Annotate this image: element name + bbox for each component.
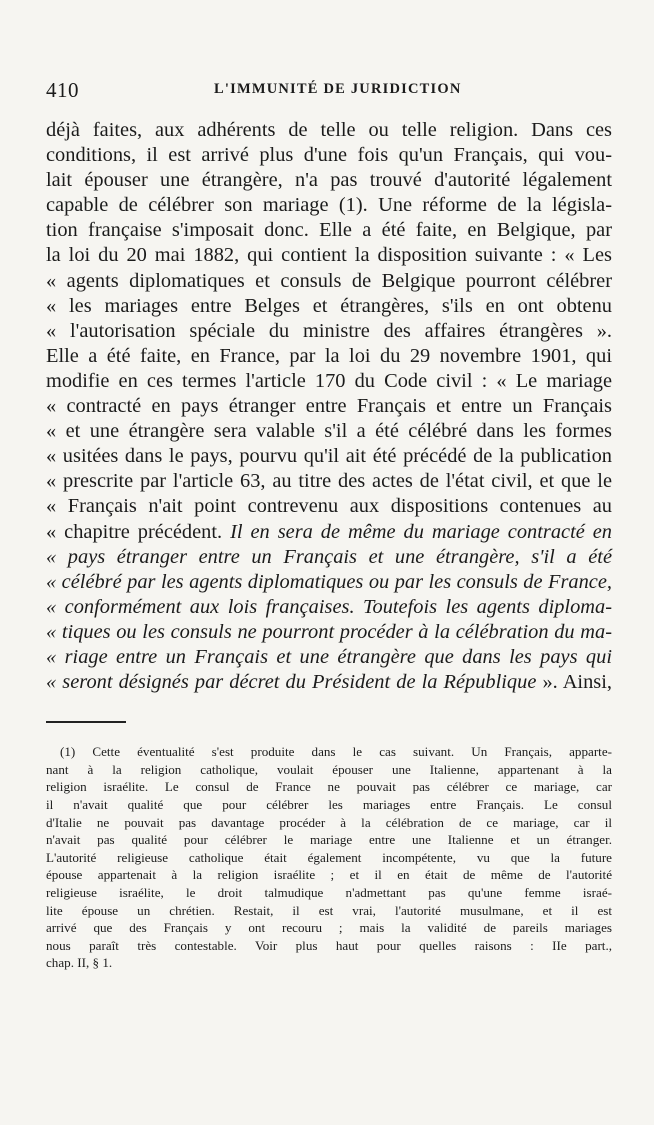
body-line: lait épouser une étrangère, n'a pas trouvé d'autorité légalement — [46, 169, 612, 192]
body-line: capable de célébrer son mariage (1). Une réforme de la législa- — [46, 194, 612, 217]
body-line-italic — [46, 595, 612, 620]
italic-text: « tiques ou les consuls ne pourront procéder à la célébration du ma- — [46, 620, 612, 643]
footnote-line: religieuse israélite, le droit talmudique n'admettant pas qu'une femme israé- — [46, 884, 612, 900]
body-line-mixed — [46, 520, 612, 545]
italic-text: « riage entre un Français et une étrangère que dans les pays qui — [46, 645, 612, 668]
italic-text: « conformément aux lois françaises. Toutefois les agents diploma- — [46, 595, 612, 618]
body-line: conditions, il est arrivé plus d'une fois qu'un Français, qui vou- — [46, 144, 612, 167]
body-line: « les mariages entre Belges et étrangères, s'ils en ont obtenu — [46, 294, 612, 317]
book-page — [46, 78, 612, 972]
italic-text: « pays étranger entre un Français et une étrangère, s'il a été — [46, 545, 612, 568]
footnote-line: lite épouse un chrétien. Restait, il est vrai, l'autorité musulmane, et il est — [46, 902, 612, 918]
footnote-separator — [46, 721, 126, 723]
body-line: « contracté en pays étranger entre Français et entre un Français — [46, 395, 612, 418]
body-line: tion française s'imposait donc. Elle a été faite, en Belgique, par — [46, 219, 612, 242]
body-line: « et une étrangère sera valable s'il a été célébré dans les formes — [46, 420, 612, 443]
footnote-line: arrivé que des Français y ont recouru ; mais la validité de pareils mariages — [46, 920, 612, 936]
footnote-line: d'Italie ne pouvait pas davantage procéder à la célébration de ce mariage, car il — [46, 814, 612, 830]
footnote-line: L'autorité religieuse catholique était également incompétente, vu que la future — [46, 849, 612, 865]
body-line: la loi du 20 mai 1882, qui contient la disposition suivante : « Les — [46, 244, 612, 267]
body-line: « usitées dans le pays, pourvu qu'il ait été précédé de la publication — [46, 445, 612, 468]
body-line: « Français n'ait point contrevenu aux dispositions contenues au — [46, 495, 612, 518]
italic-text: « célébré par les agents diplomatiques ou par les consuls de France, — [46, 570, 612, 593]
footnote-line: (1) Cette éventualité s'est produite dans le cas suivant. Un Français, apparte- — [60, 744, 612, 760]
body-line-closing — [46, 670, 612, 695]
footnote-line: nous paraît très contestable. Voir plus haut pour quelles raisons : IIe part., — [46, 937, 612, 953]
body-line-italic-part: Il en sera de même du mariage contracté en — [230, 520, 612, 543]
footnote — [46, 743, 612, 972]
body-line: déjà faites, aux adhérents de telle ou telle religion. Dans ces — [46, 119, 612, 141]
body-line: « prescrite par l'article 63, au titre des actes de l'état civil, et que le — [46, 470, 612, 493]
footnote-line: n'avait pas qualité pour célébrer le mariage entre une Italienne et un étranger. — [46, 832, 612, 848]
footnote-line: il n'avait qualité que pour célébrer les mariages entre Français. Le consul — [46, 796, 612, 812]
footnote-line: chap. II, § 1. — [46, 955, 113, 971]
footnote-line: nant à la religion catholique, voulait épouser une Italienne, appartenant à la — [46, 761, 612, 777]
footnote-line: religion israélite. Le consul de France ne pouvait pas célébrer ce mariage, car — [46, 779, 612, 795]
body-line: « agents diplomatiques et consuls de Belgique pourront célébrer — [46, 269, 612, 292]
body-line-italic — [46, 645, 612, 670]
body-line-italic — [46, 545, 612, 570]
body-line: Elle a été faite, en France, par la loi du 29 novembre 1901, qui — [46, 344, 612, 367]
body-text — [46, 118, 612, 695]
body-line: modifie en ces termes l'article 170 du Code civil : « Le mariage — [46, 369, 612, 392]
page-number: 410 — [46, 78, 79, 102]
closing-italic-part: « seront désignés par décret du Président de la République — [46, 671, 537, 694]
closing-roman-part: ». Ainsi, — [536, 671, 612, 694]
running-title: L'IMMUNITÉ DE JURIDICTION — [214, 81, 462, 97]
page-header — [46, 78, 612, 104]
body-line-roman-part: « chapitre précédent. — [46, 520, 231, 543]
body-line: « l'autorisation spéciale du ministre des affaires étrangères ». — [46, 319, 612, 342]
body-line-italic — [46, 570, 612, 595]
body-line-italic — [46, 620, 612, 645]
footnote-line: épouse appartenait à la religion israélite ; et il en était de même de l'autorité — [46, 867, 612, 883]
